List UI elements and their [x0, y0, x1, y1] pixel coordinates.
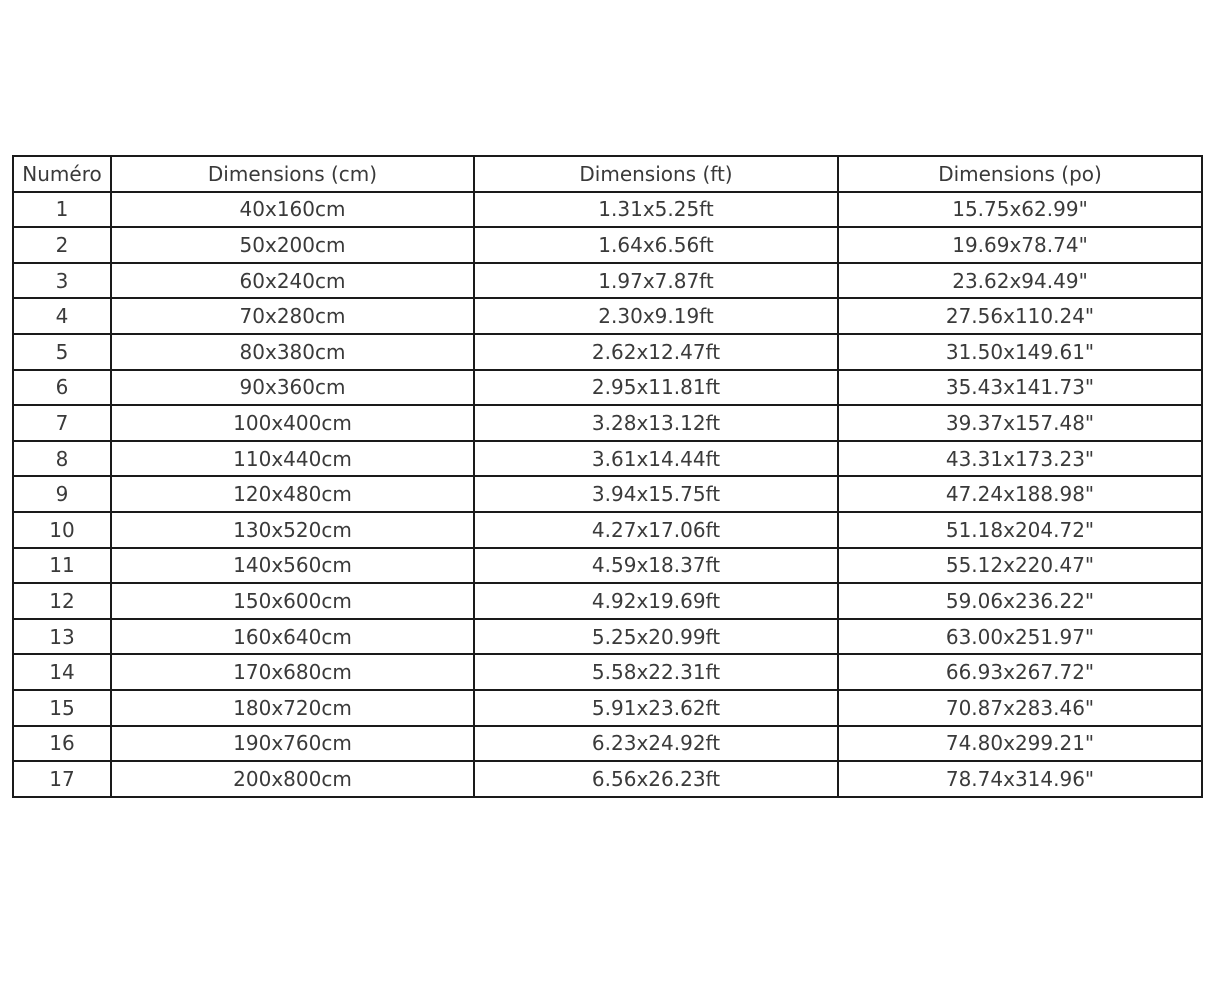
dimensions-cm-cell: 150x600cm [111, 583, 474, 619]
dimensions-ft-cell: 1.64x6.56ft [474, 227, 838, 263]
row-number-cell: 5 [13, 334, 111, 370]
dimensions-po-cell: 39.37x157.48" [838, 405, 1202, 441]
column-header: Dimensions (cm) [111, 156, 474, 192]
header-row [13, 156, 1202, 192]
dimensions-cm-cell: 190x760cm [111, 726, 474, 762]
dimensions-po-cell: 31.50x149.61" [838, 334, 1202, 370]
dimensions-po-cell: 59.06x236.22" [838, 583, 1202, 619]
row-number-cell: 11 [13, 548, 111, 584]
table-row [13, 548, 1202, 584]
dimensions-cm-cell: 140x560cm [111, 548, 474, 584]
dimensions-conversion-table [12, 155, 1203, 798]
dimensions-conversion-table-wrap [12, 155, 1201, 798]
table-row [13, 441, 1202, 477]
dimensions-ft-cell: 3.61x14.44ft [474, 441, 838, 477]
dimensions-cm-cell: 90x360cm [111, 370, 474, 406]
table-head [13, 156, 1202, 192]
dimensions-po-cell: 19.69x78.74" [838, 227, 1202, 263]
row-number-cell: 7 [13, 405, 111, 441]
table-row [13, 761, 1202, 797]
dimensions-cm-cell: 180x720cm [111, 690, 474, 726]
dimensions-po-cell: 78.74x314.96" [838, 761, 1202, 797]
table-row [13, 583, 1202, 619]
column-header: Numéro [13, 156, 111, 192]
table-row [13, 476, 1202, 512]
dimensions-po-cell: 35.43x141.73" [838, 370, 1202, 406]
dimensions-cm-cell: 70x280cm [111, 298, 474, 334]
dimensions-ft-cell: 5.58x22.31ft [474, 654, 838, 690]
row-number-cell: 14 [13, 654, 111, 690]
table-row [13, 512, 1202, 548]
dimensions-cm-cell: 170x680cm [111, 654, 474, 690]
dimensions-cm-cell: 60x240cm [111, 263, 474, 299]
table-row [13, 405, 1202, 441]
dimensions-po-cell: 70.87x283.46" [838, 690, 1202, 726]
dimensions-ft-cell: 6.23x24.92ft [474, 726, 838, 762]
dimensions-cm-cell: 110x440cm [111, 441, 474, 477]
dimensions-ft-cell: 4.27x17.06ft [474, 512, 838, 548]
row-number-cell: 15 [13, 690, 111, 726]
dimensions-ft-cell: 1.97x7.87ft [474, 263, 838, 299]
row-number-cell: 6 [13, 370, 111, 406]
dimensions-ft-cell: 4.59x18.37ft [474, 548, 838, 584]
dimensions-cm-cell: 200x800cm [111, 761, 474, 797]
row-number-cell: 2 [13, 227, 111, 263]
dimensions-po-cell: 47.24x188.98" [838, 476, 1202, 512]
table-row [13, 192, 1202, 228]
dimensions-po-cell: 74.80x299.21" [838, 726, 1202, 762]
table-row [13, 227, 1202, 263]
dimensions-ft-cell: 4.92x19.69ft [474, 583, 838, 619]
row-number-cell: 1 [13, 192, 111, 228]
dimensions-po-cell: 27.56x110.24" [838, 298, 1202, 334]
dimensions-ft-cell: 6.56x26.23ft [474, 761, 838, 797]
table-body [13, 192, 1202, 797]
table-row [13, 726, 1202, 762]
dimensions-ft-cell: 1.31x5.25ft [474, 192, 838, 228]
dimensions-po-cell: 63.00x251.97" [838, 619, 1202, 655]
table-row [13, 619, 1202, 655]
dimensions-ft-cell: 2.62x12.47ft [474, 334, 838, 370]
table-row [13, 334, 1202, 370]
dimensions-cm-cell: 40x160cm [111, 192, 474, 228]
dimensions-ft-cell: 3.28x13.12ft [474, 405, 838, 441]
dimensions-po-cell: 43.31x173.23" [838, 441, 1202, 477]
dimensions-po-cell: 15.75x62.99" [838, 192, 1202, 228]
dimensions-ft-cell: 5.91x23.62ft [474, 690, 838, 726]
table-row [13, 370, 1202, 406]
dimensions-po-cell: 66.93x267.72" [838, 654, 1202, 690]
row-number-cell: 3 [13, 263, 111, 299]
dimensions-cm-cell: 120x480cm [111, 476, 474, 512]
table-row [13, 298, 1202, 334]
dimensions-ft-cell: 3.94x15.75ft [474, 476, 838, 512]
dimensions-ft-cell: 5.25x20.99ft [474, 619, 838, 655]
dimensions-cm-cell: 160x640cm [111, 619, 474, 655]
dimensions-po-cell: 51.18x204.72" [838, 512, 1202, 548]
row-number-cell: 17 [13, 761, 111, 797]
table-row [13, 690, 1202, 726]
row-number-cell: 9 [13, 476, 111, 512]
table-row [13, 263, 1202, 299]
dimensions-cm-cell: 80x380cm [111, 334, 474, 370]
column-header: Dimensions (po) [838, 156, 1202, 192]
row-number-cell: 4 [13, 298, 111, 334]
row-number-cell: 13 [13, 619, 111, 655]
row-number-cell: 10 [13, 512, 111, 548]
dimensions-cm-cell: 50x200cm [111, 227, 474, 263]
row-number-cell: 12 [13, 583, 111, 619]
column-header: Dimensions (ft) [474, 156, 838, 192]
dimensions-po-cell: 55.12x220.47" [838, 548, 1202, 584]
row-number-cell: 8 [13, 441, 111, 477]
dimensions-po-cell: 23.62x94.49" [838, 263, 1202, 299]
dimensions-ft-cell: 2.30x9.19ft [474, 298, 838, 334]
dimensions-cm-cell: 100x400cm [111, 405, 474, 441]
row-number-cell: 16 [13, 726, 111, 762]
dimensions-ft-cell: 2.95x11.81ft [474, 370, 838, 406]
table-row [13, 654, 1202, 690]
dimensions-cm-cell: 130x520cm [111, 512, 474, 548]
